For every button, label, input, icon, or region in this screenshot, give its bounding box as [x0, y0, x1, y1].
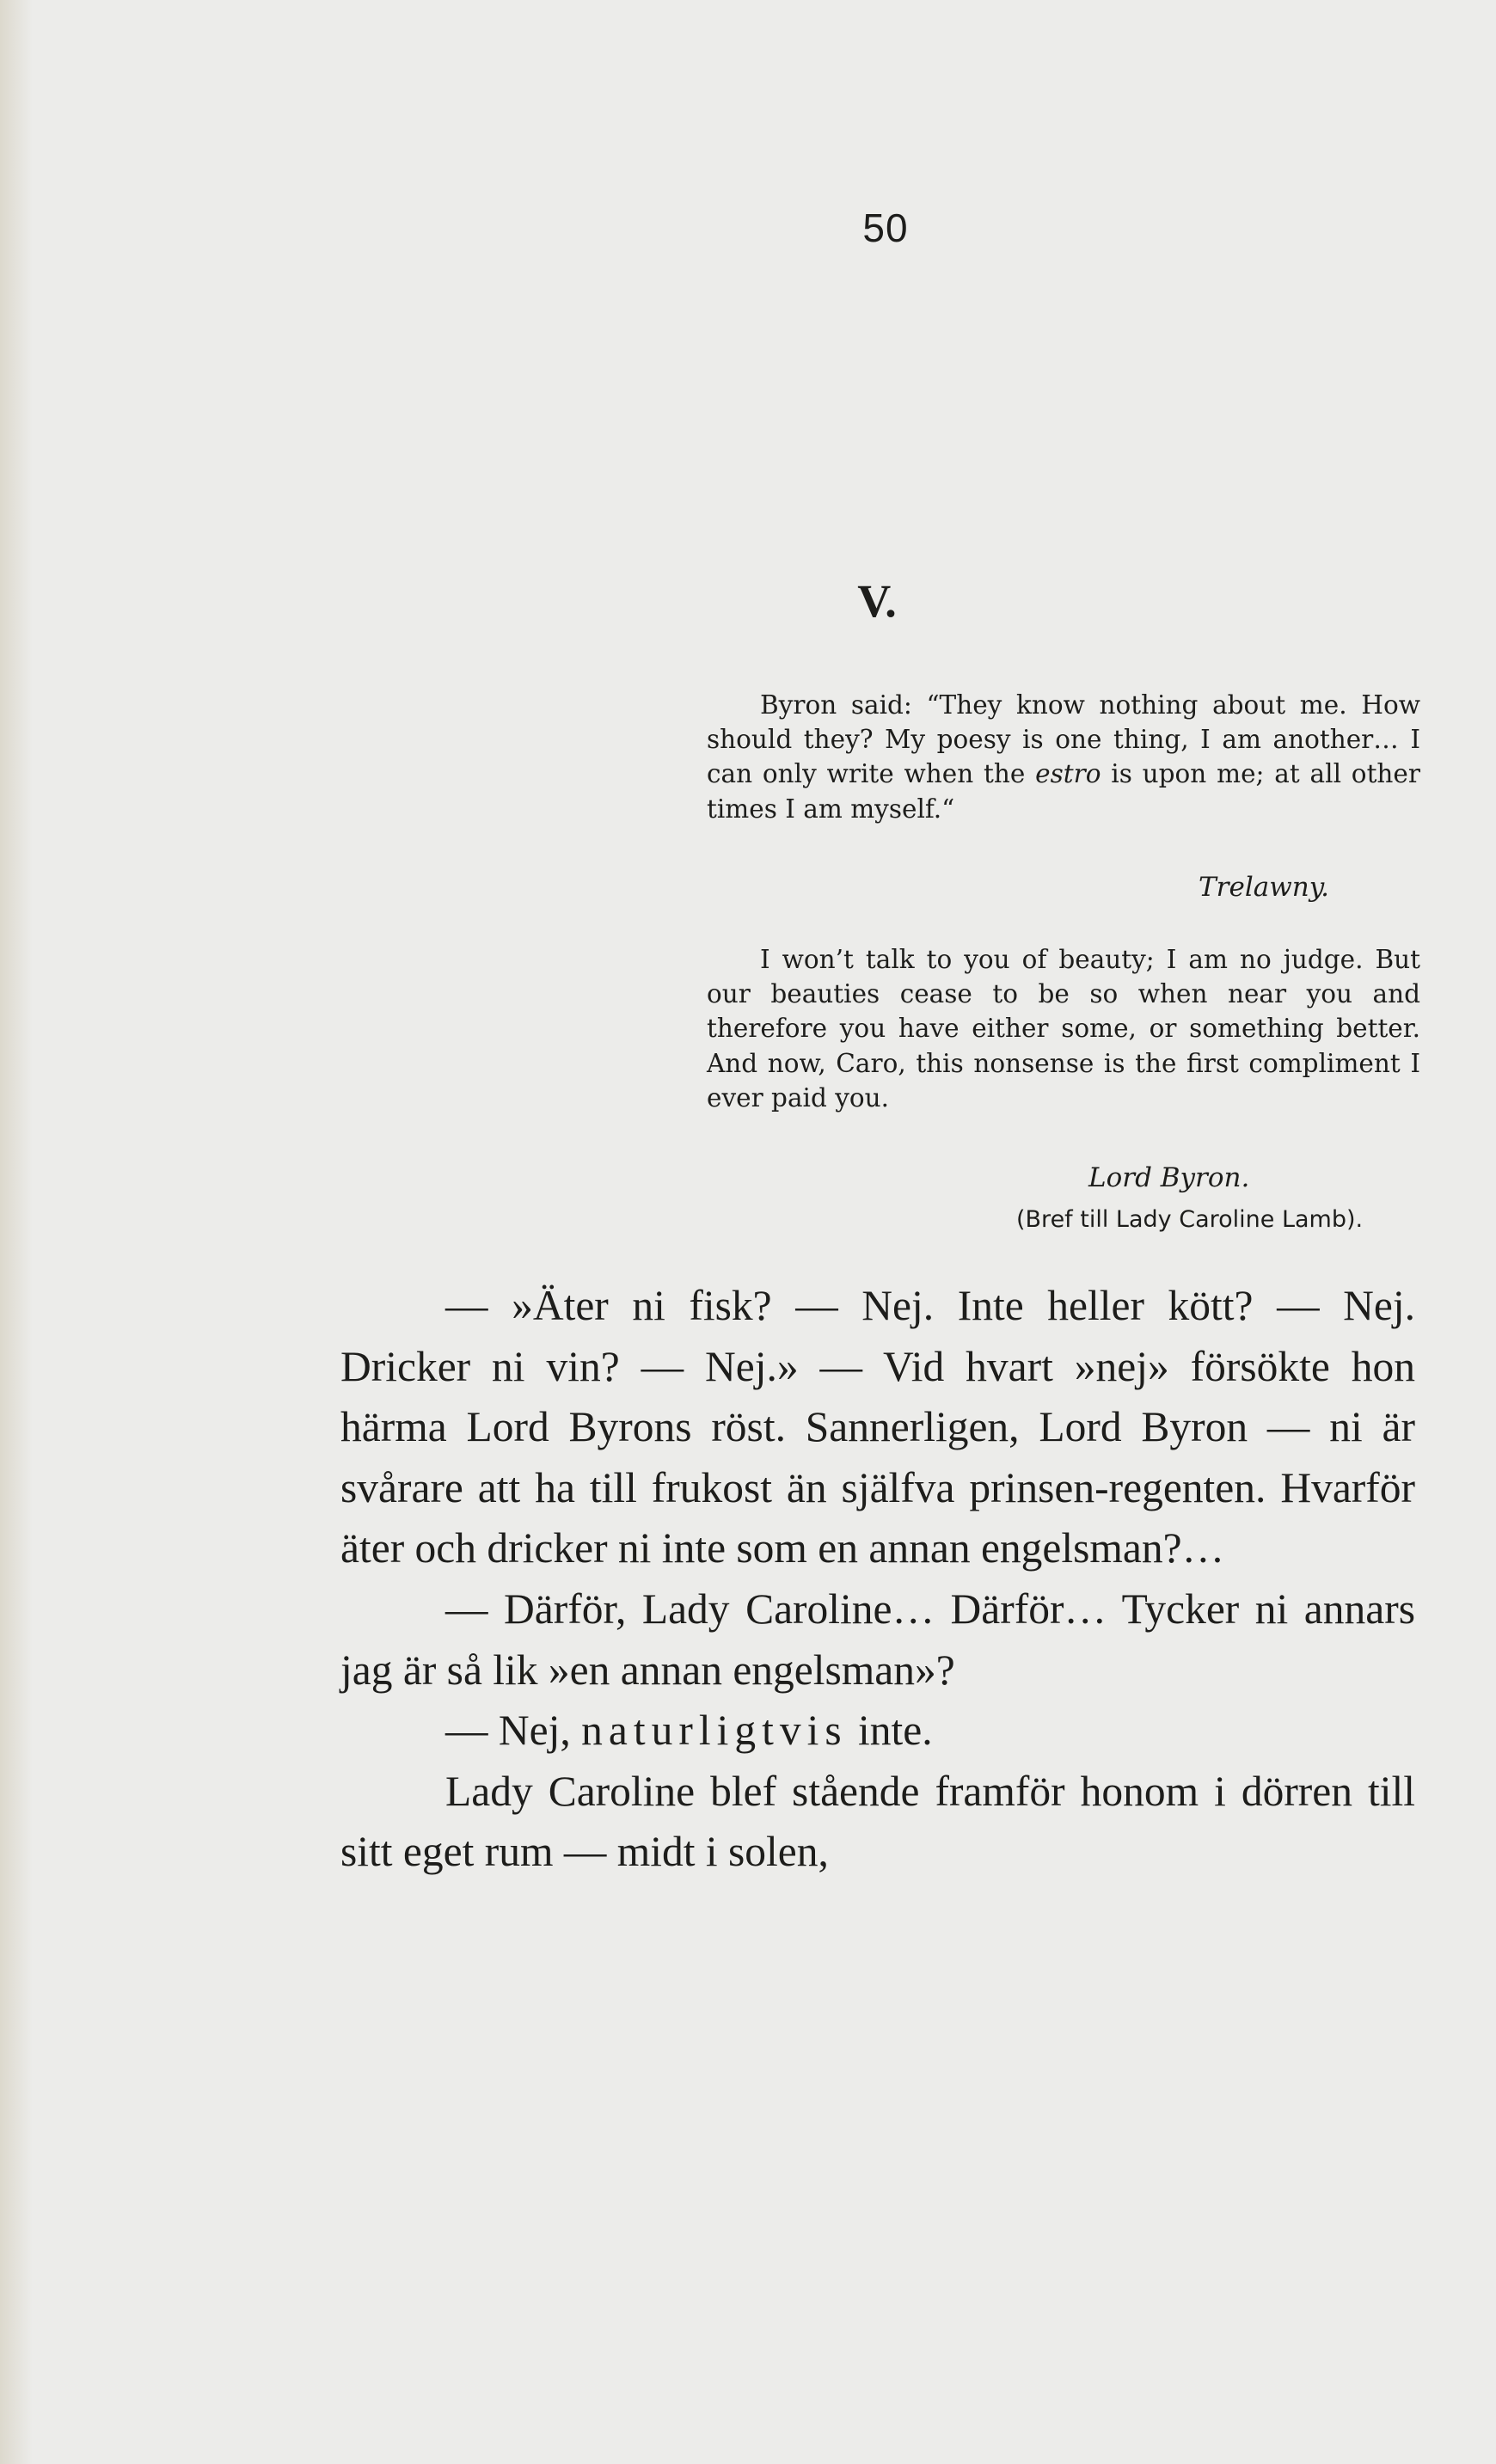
epigraph-attribution-note: (Bref till Lady Caroline Lamb). [1016, 1206, 1364, 1233]
epigraph-byron [707, 942, 1420, 1115]
epigraph-italic-word: estro [1035, 759, 1101, 789]
paragraph: — »Äter ni fisk? — Nej. Inte heller kött? — Nej. Dricker ni vin? — Nej.» — Vid hvart »nej» försökte hon härma Lord Byrons röst. Sannerligen, Lord Byron — ni är svårare att ha till frukost än själfva prinsen-regenten. Hvarför äter och dricker ni inte som en annan engelsman?… [340, 1282, 1415, 1572]
spaced-emphasis: naturligtvis [581, 1707, 848, 1755]
epigraph-attribution: Trelawny. [1199, 872, 1329, 903]
epigraph-text [707, 688, 1420, 826]
epigraph-attribution: Lord Byron. [1088, 1162, 1250, 1193]
epigraph-trelawny [707, 688, 1420, 826]
paragraph: Lady Caroline blef stående framför honom i dörren till sitt eget rum — midt i solen, [340, 1767, 1415, 1876]
paragraph-part: inte. [847, 1707, 933, 1755]
epigraph-text: I won’t talk to you of beauty; I am no judge. But our beauties cease to be so when near you and therefore you have either some, or something better. And now, Caro, this nonsense is the first compliment I ever paid you. [707, 945, 1420, 1112]
paragraph [340, 1701, 1415, 1762]
page-number: 50 [862, 205, 909, 250]
epigraph-text-part: is upon me; at all other times I am myself.“ [707, 759, 1420, 824]
body-text [340, 1276, 1415, 1883]
paragraph-part: — Nej, [445, 1707, 582, 1755]
paragraph: — Därför, Lady Caroline… Därför… Tycker ni annars jag är så lik »en annan engelsman»? [340, 1584, 1415, 1694]
epigraph-text-part: Byron said: “They know nothing about me. How should they? My poesy is one thing, I am another… I can only write when the [707, 690, 1420, 789]
chapter-heading: V. [857, 575, 897, 627]
